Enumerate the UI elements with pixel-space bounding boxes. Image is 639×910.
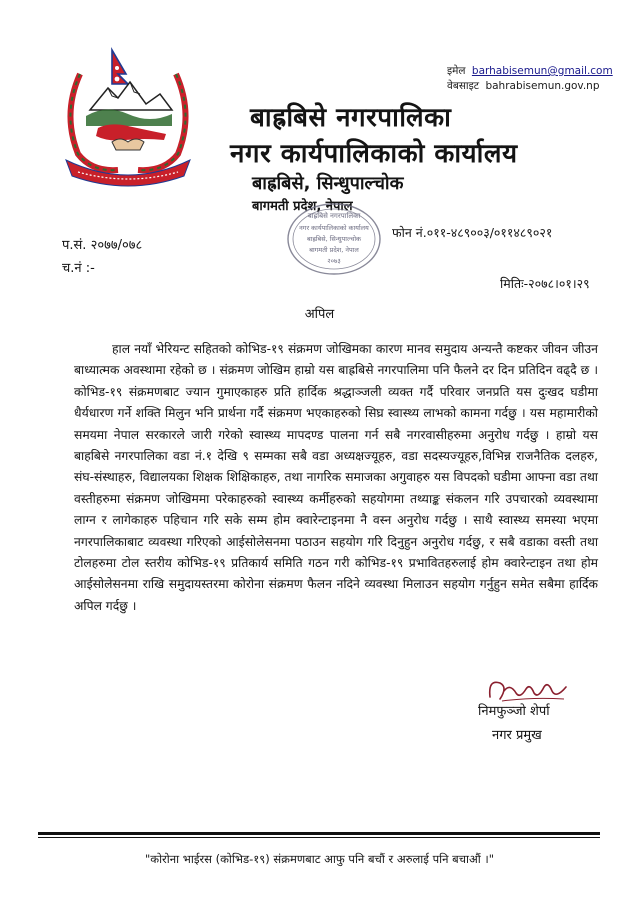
office-location: बाह्रबिसे, सिन्धुपाल्चोक bbox=[252, 173, 404, 194]
signer-name: निमफुञ्जो शेर्पा bbox=[478, 704, 550, 719]
email-label: इमेल bbox=[447, 65, 466, 77]
website-line bbox=[447, 79, 600, 94]
reference-number: प.सं. २०७७/०७८ bbox=[62, 238, 143, 253]
office-province: बागमती प्रदेश, नेपाल bbox=[252, 199, 353, 214]
stamp-line-3: बाह्रबिसे, सिन्धुपाल्चोक bbox=[306, 235, 362, 243]
dispatch-number: च.नं :- bbox=[62, 261, 95, 276]
email-link[interactable]: barhabisemun@gmail.com bbox=[471, 65, 613, 77]
email-line bbox=[447, 64, 613, 79]
municipality-name: बाह्रबिसे नगरपालिका bbox=[250, 103, 452, 133]
stamp-year: २०७३ bbox=[327, 257, 341, 265]
footer-slogan: "कोरोना भाईरस (कोभिड-१९) संक्रमणबाट आफु पनि बचौं र अरुलाई पनि बचाऔं ।" bbox=[144, 852, 495, 866]
letter-subject: अपिल bbox=[304, 307, 335, 322]
stamp-line-1: बाह्रबिसे नगरपालिका bbox=[307, 212, 361, 220]
stamp-line-4: बागमती प्रदेश, नेपाल bbox=[309, 246, 359, 254]
footer-rule-thick bbox=[38, 832, 600, 835]
footer-rule-thin bbox=[38, 837, 600, 838]
official-stamp bbox=[284, 200, 384, 278]
office-name: नगर कार्यपालिकाको कार्यालय bbox=[230, 139, 518, 169]
letter-body: हाल नयाँ भेरियन्ट सहितको कोभिड-१९ संक्रमण जोखिमका कारण मानव समुदाय अन्यन्तै कष्टकर जीवन जीउन बाध्यात्मक अवस्थामा रहेको छ । संक्रमण जोखिम हाम्रो यस बाह्रबिसे नगरपालिमा पनि फैलने दर दिन प्रतिदिन वढ्दै छ । कोभिड-१९ संक्रमणबाट ज्यान गुमाएकाहरु प्रति हार्दिक श्रद्धाञ्जली व्यक्त गर्दै परिवार जनप्रति यस दुःखद घडीमा धैर्यधारण गर्ने शक्ति मिलुन भनि प्रार्थना गर्दै संक्रमण भएकाहरुको सिघ्र स्वास्थ्य लाभको कामना गर्दछु । यस महामारीको समयमा नेपाल सरकारले जारी गरेको स्वास्थ्य मापदण्ड पालना गर्न सबै नगरवासीहरुमा अनुरोध गर्दछु । हाम्रो यस बाहबिसे नगरपालिका वडा नं.१ देखि ९ सम्मका सबै वडा अध्यक्षज्यूहरु, वडा सदस्यज्यूहरु,विभिन्न राजनैतिक दलहरु, संघ-संस्थाहरु, विद्यालयका शिक्षक शिक्षिकाहरु, तथा नागरिक समाजका अगुवाहरु यस विपदको घडीमा आफ्ना वडा तथा वस्तीहरुमा संक्रमण जोखिममा परेकाहरुको स्वास्थ्य कर्मीहरुको सहयोगमा तथ्याङ्क संकलन गरि उपचारको व्यवस्थामा लाग्न र लागेकाहरु पहिचान गरि सके सम्म होम क्वारेन्टाइनमा नै वस्न अनुरोध गर्दछु । साथै स्वास्थ्य समस्या भएमा नगरपालिकाबाट व्यवस्था गरिएको आईसोलेसनमा पठाउन सहयोग गरि दिनुहुन अनुरोध गर्दछु, र सबै वडाका वस्ती तथा टोलहरुमा टोल स्तरीय कोभिड-१९ प्रतिकार्य समिति गठन गरी कोभिड-१९ प्रभावितहरुलाई होम क्वारेन्टाइन तथा होम आईसोलेसनमा राखि समुदायस्तरमा कोरोना संक्रमण फैलन नदिने व्यवस्था मिलाउन सहयोग गर्नुहुन समेत सबैमा हार्दिक अपिल गर्दछु । bbox=[74, 342, 599, 613]
phone-number: फोन नं.०११-४८९००३/०११४८९०२१ bbox=[392, 225, 553, 240]
website-label: वेबसाइट bbox=[447, 80, 480, 92]
stamp-line-2: नगर कार्यपालिकाको कार्यालय bbox=[299, 224, 369, 232]
website-link[interactable]: bahrabisemun.gov.np bbox=[485, 80, 600, 92]
letter-date: मितिः-२०७८।०१।२९ bbox=[500, 276, 590, 291]
signer-title: नगर प्रमुख bbox=[492, 728, 542, 743]
nepal-emblem-icon bbox=[48, 44, 208, 192]
